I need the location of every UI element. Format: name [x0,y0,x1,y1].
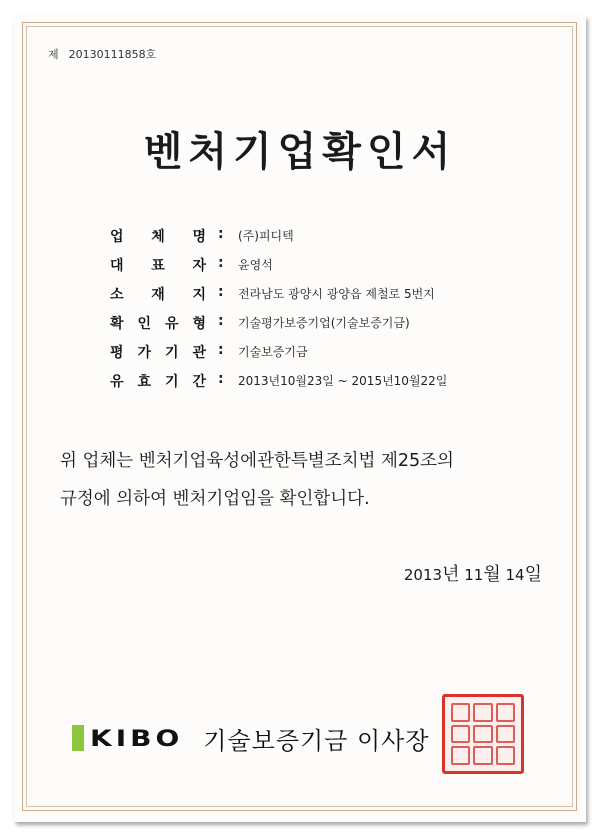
field-label-char: 유 [164,316,179,332]
field-label-char: 재 [151,287,165,303]
issuer-block [72,718,430,758]
field-value: 기술평가보증기업(기술보증기금) [238,316,410,330]
field-label-char: 확 [110,316,124,332]
field-label-char: 지 [192,287,206,303]
issuer-name: 기술보증기금 이사장 [203,726,430,755]
issue-year: 2013 [403,566,443,584]
field-colon: : [218,255,224,271]
field-label-char: 유 [110,374,124,390]
field-value: (주)피디텍 [238,229,294,243]
certificate-number [48,46,156,62]
field-label-char: 소 [110,287,124,303]
field-label-char: 인 [137,316,152,332]
field-label [110,313,206,333]
field-label [110,284,206,304]
field-label [110,342,206,362]
field-colon: : [218,371,224,387]
field-label-char: 간 [192,374,206,390]
official-seal-stamp [442,694,524,774]
confirmation-text [60,442,550,518]
kibo-logo-text: KIBO [90,724,184,752]
document-title: 벤처기업확인서 [143,128,457,175]
field-label-char: 표 [151,258,165,274]
confirmation-line-1: 위 업체는 벤처기업육성에관한특별조치법 제25조의 [60,451,454,471]
field-label-char: 기 [164,345,179,361]
field-label-char: 평 [110,345,124,361]
field-label-char: 체 [151,229,165,245]
certificate-number-suffix: 호 [145,48,157,61]
field-label-char: 효 [137,374,152,390]
field-label-char: 업 [110,229,124,245]
issue-day: 14 [505,566,525,584]
field-label-char: 가 [137,345,152,361]
field-label [110,226,206,246]
field-label-char: 명 [192,229,206,245]
field-label [110,255,206,275]
issue-day-unit: 일 [524,564,542,585]
issue-date [404,560,542,586]
field-label-char: 자 [192,258,206,274]
field-label-char: 형 [192,316,206,332]
field-value: 윤영석 [238,258,273,272]
issue-year-unit: 년 [442,564,460,585]
field-colon: : [218,284,224,300]
issue-month-unit: 월 [483,564,501,585]
certificate-number-value: 20130111858 [68,48,146,61]
certificate-number-prefix: 제 [48,48,59,61]
field-label-char: 대 [110,258,124,274]
issue-month: 11 [464,566,484,584]
field-value: 기술보증기금 [238,345,308,359]
field-colon: : [218,313,224,329]
field-colon: : [218,226,224,242]
kibo-logo [72,722,183,755]
field-label [110,371,206,391]
field-colon: : [218,342,224,358]
field-label-char: 관 [192,345,206,361]
field-value: 전라남도 광양시 광양읍 제철로 5번지 [238,287,435,301]
field-label-char: 기 [164,374,179,390]
kibo-logo-mark [72,725,84,751]
field-value: 2013년10월23일 ~ 2015년10월22일 [238,374,448,388]
confirmation-line-2: 규정에 의하여 벤처기업임을 확인합니다. [60,489,370,509]
